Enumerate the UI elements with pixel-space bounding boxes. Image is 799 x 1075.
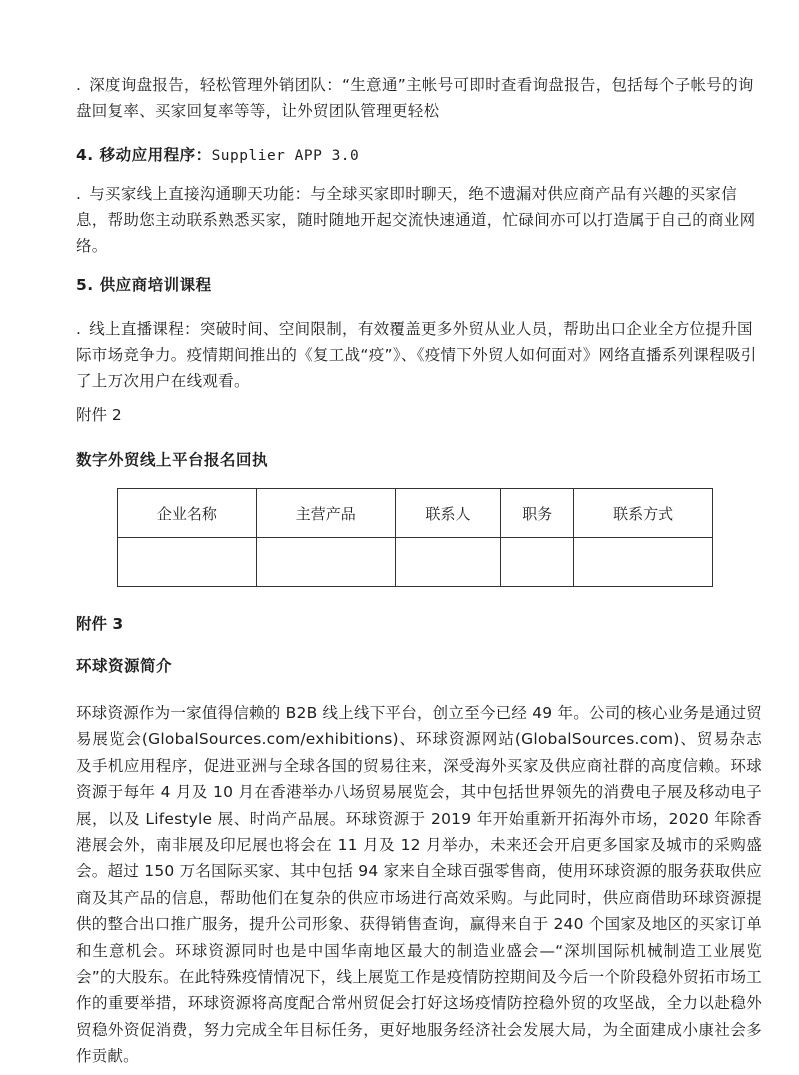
app-name: Supplier APP 3.0: [211, 148, 360, 164]
col-position: 职务: [501, 489, 574, 538]
col-company-name: 企业名称: [118, 489, 257, 538]
bullet-marker: .: [76, 76, 82, 94]
bullet-live-courses: [76, 316, 762, 394]
bullet-marker: .: [76, 185, 82, 203]
registration-table: [117, 488, 713, 587]
heading-text: 4. 移动应用程序：: [76, 146, 212, 164]
table-row: [118, 538, 713, 587]
intro-title: 环球资源简介: [76, 657, 173, 675]
bullet-text: 深度询盘报告，轻松管理外销团队：“生意通”主帐号可即时查看询盘报告，包括每个子帐号的询盘回复率、买家回复率等等，让外贸团队管理更轻松: [76, 76, 754, 120]
table-header-row: [118, 489, 713, 538]
col-contact-method: 联系方式: [574, 489, 713, 538]
attachment-2-label: 附件 2: [76, 406, 122, 424]
bullet-text: 与买家线上直接沟通聊天功能：与全球买家即时聊天，绝不遗漏对供应商产品有兴趣的买家信息，帮助您主动联系熟悉买家，随时随地开起交流快速通道，忙碌间亦可以打造属于自己的商业网络。: [76, 185, 756, 255]
attachment-3-label: 附件 3: [76, 615, 124, 633]
bullet-marker: .: [76, 320, 82, 338]
col-contact-person: 联系人: [395, 489, 501, 538]
cell-position: [501, 538, 574, 587]
heading-text: 5. 供应商培训课程: [76, 276, 212, 294]
form-title: 数字外贸线上平台报名回执: [76, 451, 269, 469]
bullet-text: 线上直播课程：突破时间、空间限制，有效覆盖更多外贸从业人员，帮助出口企业全方位提升国际市场竞争力。疫情期间推出的《复工战“疫”》、《疫情下外贸人如何面对》网络直播系列课程吸引了上万次用户在线观看。: [76, 320, 757, 390]
bullet-inquiry-report: [76, 72, 762, 124]
cell-contact-person: [395, 538, 501, 587]
intro-body: 环球资源作为一家值得信赖的 B2B 线上线下平台，创立至今已经 49 年。公司的核心业务是通过贸易展览会(GlobalSources.com/exhibitions)、环球资源网站(GlobalSources.com)、贸易杂志及手机应用程序，促进亚洲与全球各国的贸易往来，深受海外买家及供应商社群的高度信赖。环球资源于每年 4 月及 10 月在香港举办八场贸易展览会，其中包括世界领先的消费电子展及移动电子展，以及 Lifestyle 展、时尚产品展。环球资源于 2019 年开始重新开拓海外市场，2020 年除香港展会外，南非展及印尼展也将会在 11 月及 12 月举办，未来还会开启更多国家及城市的采购盛会。超过 150 万名国际买家、其中包括 94 家来自全球百强零售商，使用环球资源的服务获取供应商及其产品的信息，帮助他们在复杂的供应市场进行高效采购。与此同时，供应商借助环球资源提供的整合出口推广服务，提升公司形象、获得销售查询，赢得来自于 240 个国家及地区的买家订单和生意机会。环球资源同时也是中国华南地区最大的制造业盛会—“深圳国际机械制造工业展览会”的大股东。在此特殊疫情情况下，线上展览工作是疫情防控期间及今后一个阶段稳外贸拓市场工作的重要举措，环球资源将高度配合常州贸促会打好这场疫情防控稳外贸的攻坚战，全力以赴稳外贸稳外资促消费，努力完成全年目标任务，更好地服务经济社会发展大局，为全面建成小康社会多作贡献。: [76, 704, 762, 1066]
cell-main-products: [256, 538, 395, 587]
cell-company-name: [118, 538, 257, 587]
section-heading-mobile-app: [76, 142, 359, 169]
col-main-products: 主营产品: [256, 489, 395, 538]
cell-contact-method: [574, 538, 713, 587]
bullet-buyer-chat: [76, 181, 762, 259]
section-heading-training: [76, 272, 212, 298]
